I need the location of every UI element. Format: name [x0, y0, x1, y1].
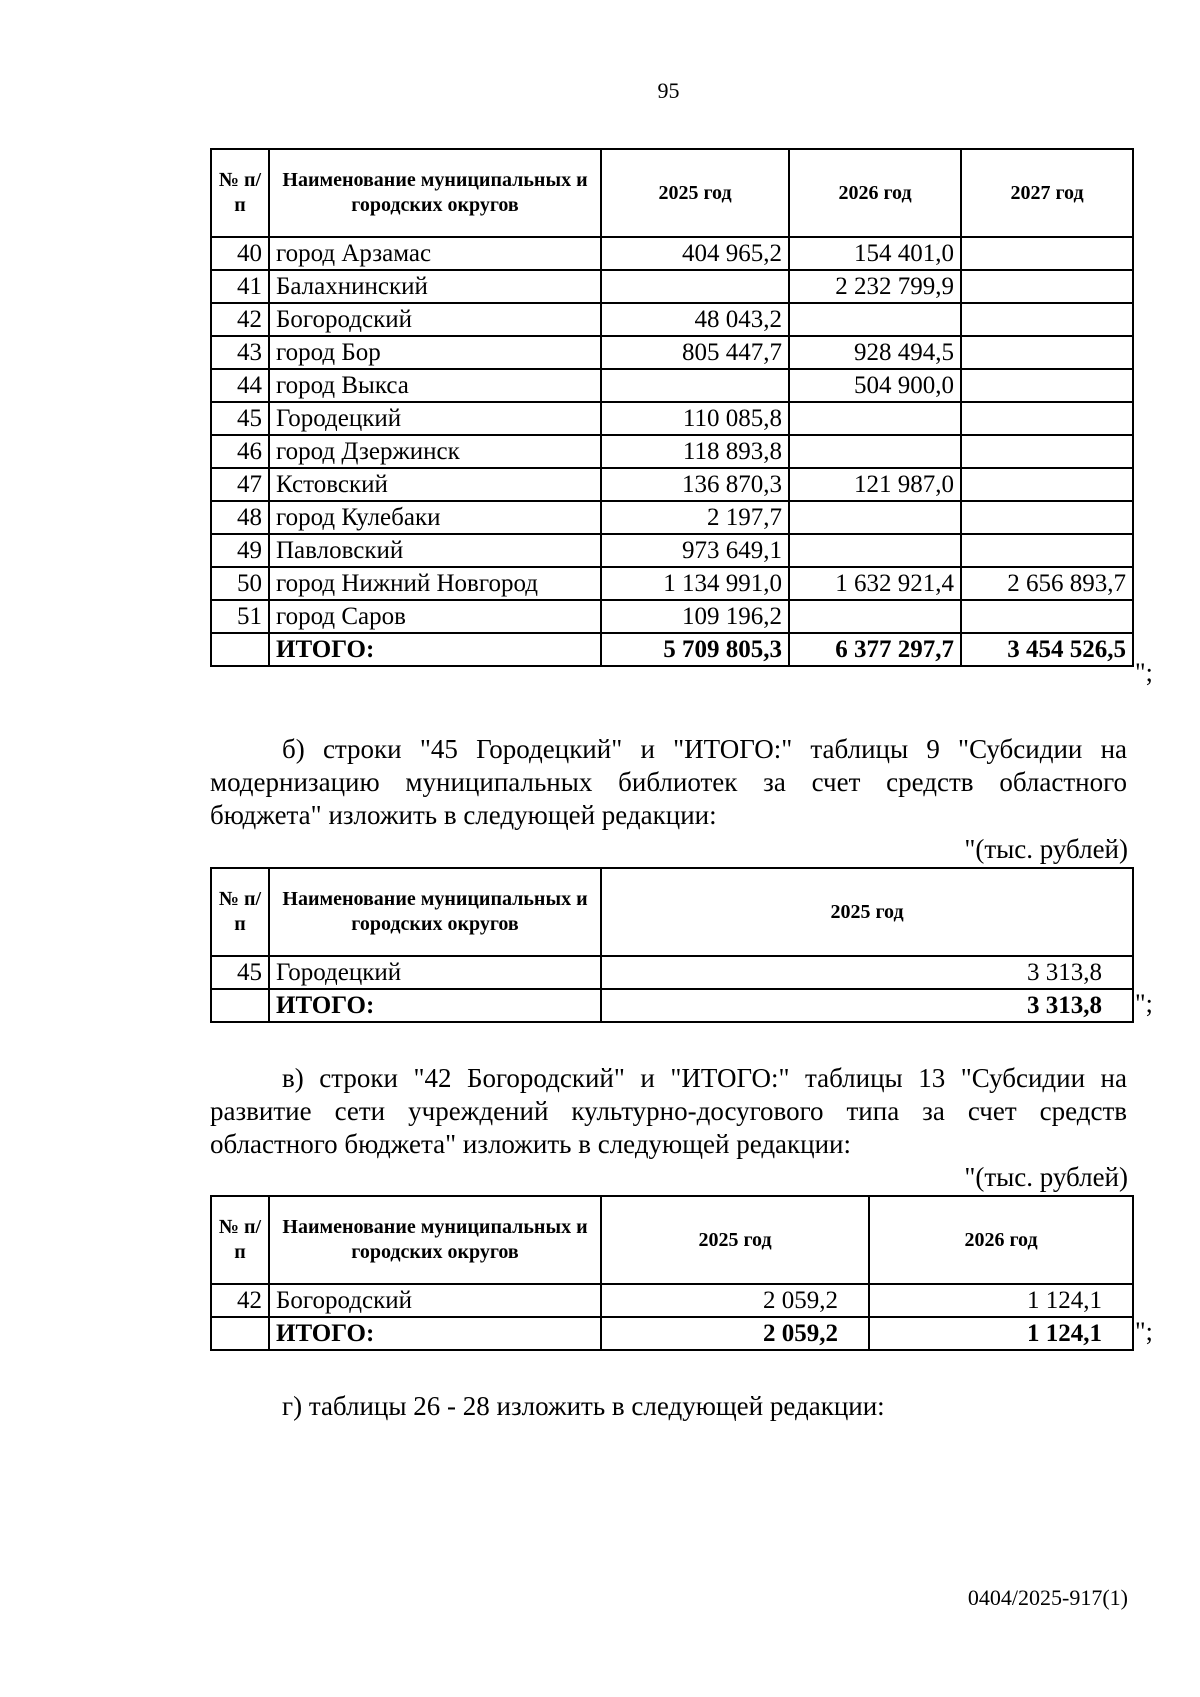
total-num	[211, 633, 269, 666]
row-name: город Кулебаки	[269, 501, 601, 534]
row-2026	[789, 501, 961, 534]
row-2026: 1 124,1	[869, 1284, 1133, 1317]
row-2026: 154 401,0	[789, 237, 961, 270]
header-num: № п/п	[211, 149, 269, 237]
row-2027	[961, 270, 1133, 303]
table-1-grid	[210, 148, 1134, 667]
paragraph-b-line-3: бюджета" изложить в следующей редакции:	[210, 800, 717, 830]
t2-header-num: № п/п	[211, 868, 269, 956]
paragraph-d-line-1: г) таблицы 26 - 28 изложить в следующей редакции:	[282, 1391, 885, 1421]
row-name: Балахнинский	[269, 270, 601, 303]
t2-header-name: Наименование муниципальных и городских округов	[269, 868, 601, 956]
row-num: 45	[211, 402, 269, 435]
t3-header-name: Наименование муниципальных и городских округов	[269, 1196, 601, 1284]
paragraph-c-line-3: областного бюджета" изложить в следующей редакции:	[210, 1129, 852, 1159]
table-1-closer: ";	[1135, 658, 1153, 687]
paragraph-c-line-2: развитие сети учреждений культурно-досугового типа за счет средств	[210, 1096, 1127, 1126]
row-2026: 2 232 799,9	[789, 270, 961, 303]
total-2025: 3 313,8	[601, 989, 1133, 1022]
row-2027	[961, 336, 1133, 369]
row-2027	[961, 501, 1133, 534]
row-name: Кстовский	[269, 468, 601, 501]
header-2026: 2026 год	[789, 149, 961, 237]
t2-header-2025: 2025 год	[601, 868, 1133, 956]
row-num: 45	[211, 956, 269, 989]
row-2027	[961, 369, 1133, 402]
total-label: ИТОГО:	[269, 1317, 601, 1350]
row-name: Богородский	[269, 1284, 601, 1317]
paragraph-d	[210, 1390, 1127, 1423]
paragraph-b	[210, 733, 1127, 832]
row-name: Городецкий	[269, 402, 601, 435]
table-row	[211, 468, 1133, 501]
total-row	[211, 989, 1133, 1022]
row-2025: 109 196,2	[601, 600, 789, 633]
row-2025	[601, 270, 789, 303]
row-2026: 928 494,5	[789, 336, 961, 369]
row-2026: 1 632 921,4	[789, 567, 961, 600]
row-num: 46	[211, 435, 269, 468]
table-row	[211, 270, 1133, 303]
header-2027: 2027 год	[961, 149, 1133, 237]
row-name: город Саров	[269, 600, 601, 633]
t3-header-2026: 2026 год	[869, 1196, 1133, 1284]
table-row	[211, 534, 1133, 567]
row-2025: 404 965,2	[601, 237, 789, 270]
total-num	[211, 989, 269, 1022]
paragraph-c-line-1: в) строки "42 Богородский" и "ИТОГО:" таблицы 13 "Субсидии на	[282, 1063, 1127, 1093]
row-name: город Арзамас	[269, 237, 601, 270]
total-label: ИТОГО:	[269, 989, 601, 1022]
row-num: 48	[211, 501, 269, 534]
total-label: ИТОГО:	[269, 633, 601, 666]
header-2025: 2025 год	[601, 149, 789, 237]
table-row	[211, 956, 1133, 989]
row-2025: 973 649,1	[601, 534, 789, 567]
row-2025: 110 085,8	[601, 402, 789, 435]
row-2027	[961, 237, 1133, 270]
table-row	[211, 336, 1133, 369]
table-row	[211, 369, 1133, 402]
row-name: Павловский	[269, 534, 601, 567]
table-1	[210, 148, 1153, 687]
row-2026	[789, 600, 961, 633]
table-row	[211, 1284, 1133, 1317]
row-2025	[601, 369, 789, 402]
row-num: 42	[211, 1284, 269, 1317]
table-2	[210, 867, 1153, 1023]
row-2027	[961, 534, 1133, 567]
row-num: 51	[211, 600, 269, 633]
total-2025: 5 709 805,3	[601, 633, 789, 666]
t3-header-num: № п/п	[211, 1196, 269, 1284]
total-2026: 1 124,1	[869, 1317, 1133, 1350]
table-3-grid	[210, 1195, 1134, 1351]
row-2025: 136 870,3	[601, 468, 789, 501]
row-name: Городецкий	[269, 956, 601, 989]
row-2027	[961, 402, 1133, 435]
row-num: 42	[211, 303, 269, 336]
total-row	[211, 1317, 1133, 1350]
table-2-grid	[210, 867, 1134, 1023]
row-2026: 121 987,0	[789, 468, 961, 501]
total-row	[211, 633, 1133, 666]
total-2027: 3 454 526,5	[961, 633, 1133, 666]
row-2025: 2 197,7	[601, 501, 789, 534]
row-num: 40	[211, 237, 269, 270]
row-2027	[961, 600, 1133, 633]
row-2026	[789, 402, 961, 435]
row-num: 49	[211, 534, 269, 567]
row-2027	[961, 435, 1133, 468]
table-row	[211, 435, 1133, 468]
row-name: город Нижний Новгород	[269, 567, 601, 600]
total-2026: 6 377 297,7	[789, 633, 961, 666]
unit-label-c: "(тыс. рублей)	[964, 1162, 1128, 1192]
row-2027	[961, 468, 1133, 501]
row-num: 41	[211, 270, 269, 303]
table-row	[211, 600, 1133, 633]
row-num: 50	[211, 567, 269, 600]
row-name: Богородский	[269, 303, 601, 336]
row-num: 44	[211, 369, 269, 402]
row-2026	[789, 303, 961, 336]
table-3	[210, 1195, 1153, 1351]
table-3-closer: ";	[1135, 1317, 1153, 1346]
row-2025: 805 447,7	[601, 336, 789, 369]
table-row	[211, 501, 1133, 534]
total-num	[211, 1317, 269, 1350]
document-code: 0404/2025-917(1)	[967, 1585, 1128, 1610]
row-2026: 504 900,0	[789, 369, 961, 402]
row-2025: 3 313,8	[601, 956, 1133, 989]
row-2025: 118 893,8	[601, 435, 789, 468]
table-2-closer: ";	[1135, 989, 1153, 1018]
total-2025: 2 059,2	[601, 1317, 869, 1350]
row-2026	[789, 534, 961, 567]
table-row	[211, 303, 1133, 336]
page-number: 95	[657, 78, 680, 103]
paragraph-b-line-2: модернизацию муниципальных библиотек за счет средств областного	[210, 767, 1127, 797]
row-num: 43	[211, 336, 269, 369]
row-num: 47	[211, 468, 269, 501]
unit-label-b: "(тыс. рублей)	[964, 834, 1128, 864]
t3-header-2025: 2025 год	[601, 1196, 869, 1284]
table-row	[211, 237, 1133, 270]
paragraph-c	[210, 1062, 1127, 1161]
row-2025: 2 059,2	[601, 1284, 869, 1317]
row-2027: 2 656 893,7	[961, 567, 1133, 600]
row-name: город Дзержинск	[269, 435, 601, 468]
row-2025: 1 134 991,0	[601, 567, 789, 600]
row-2025: 48 043,2	[601, 303, 789, 336]
row-name: город Выкса	[269, 369, 601, 402]
table-row	[211, 402, 1133, 435]
header-name: Наименование муниципальных и городских округов	[269, 149, 601, 237]
row-name: город Бор	[269, 336, 601, 369]
row-2027	[961, 303, 1133, 336]
table-1-body	[211, 237, 1133, 666]
paragraph-b-line-1: б) строки "45 Городецкий" и "ИТОГО:" таблицы 9 "Субсидии на	[282, 734, 1127, 764]
table-row	[211, 567, 1133, 600]
row-2026	[789, 435, 961, 468]
